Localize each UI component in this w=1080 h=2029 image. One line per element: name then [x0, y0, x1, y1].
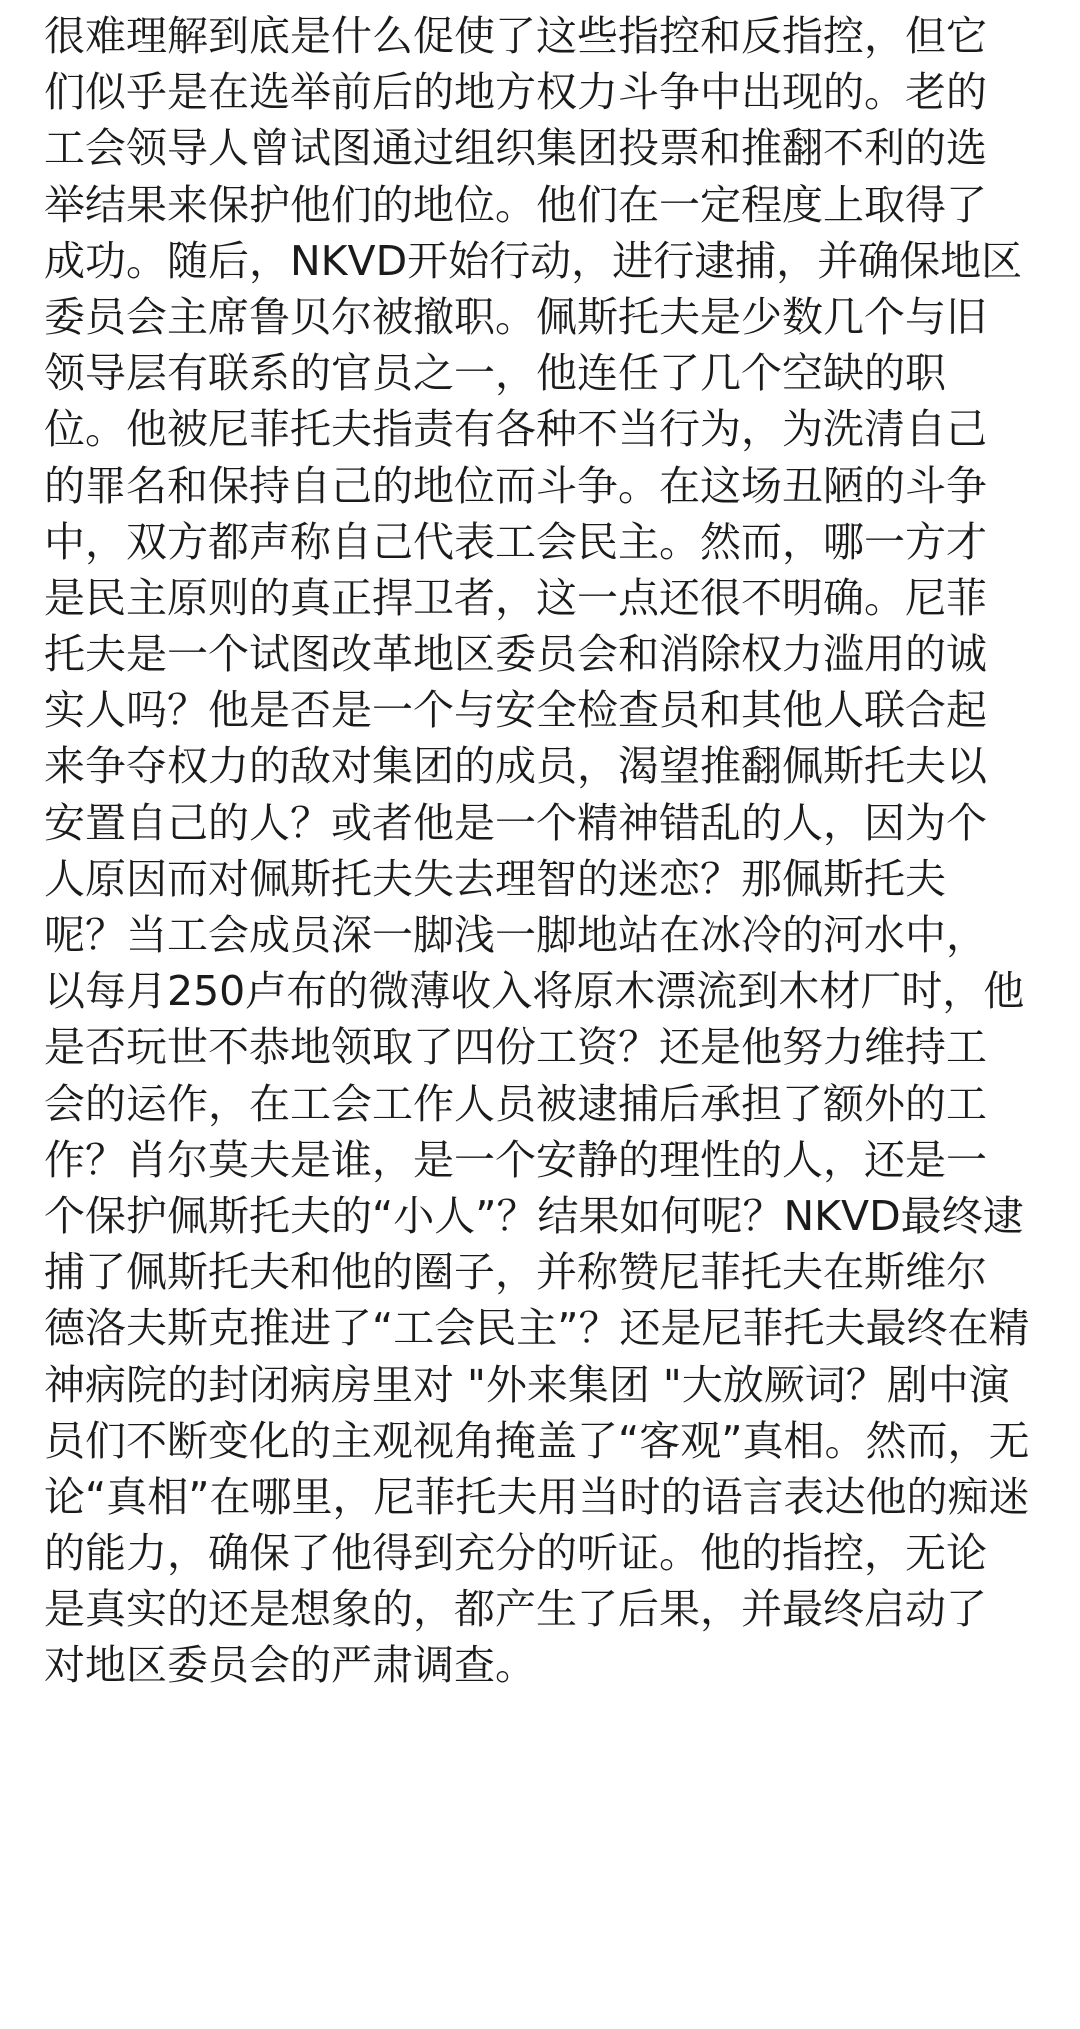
text-line: 是否玩世不恭地领取了四份工资？还是他努力维持工 [44, 1023, 987, 1072]
text-line: 托夫是一个试图改革地区委员会和消除权力滥用的诚 [44, 630, 987, 679]
text-line: 的能力，确保了他得到充分的听证。他的指控，无论 [44, 1529, 987, 1578]
text-line: 位。他被尼菲托夫指责有各种不当行为，为洗清自己 [44, 405, 987, 454]
text-line: 捕了佩斯托夫和他的圈子，并称赞尼菲托夫在斯维尔 [44, 1248, 987, 1297]
article-body [44, 0, 1054, 1694]
text-line: 领导层有联系的官员之一，他连任了几个空缺的职 [44, 349, 946, 398]
text-line: 对地区委员会的严肃调查。 [44, 1641, 536, 1690]
text-line: 员们不断变化的主观视角掩盖了“客观”真相。然而，无 [44, 1416, 1030, 1465]
text-line: 委员会主席鲁贝尔被撤职。佩斯托夫是少数几个与旧 [44, 292, 987, 341]
text-line: 人原因而对佩斯托夫失去理智的迷恋？那佩斯托夫 [44, 854, 946, 903]
text-line: 神病院的封闭病房里对 "外来集团 "大放厥词？剧中演 [44, 1360, 1010, 1409]
text-line: 工会领导人曾试图通过组织集团投票和推翻不利的选 [44, 124, 987, 173]
text-line: 是民主原则的真正捍卫者，这一点还很不明确。尼菲 [44, 573, 987, 622]
text-line: 论“真相”在哪里，尼菲托夫用当时的语言表达他的痴迷 [44, 1472, 1030, 1521]
text-line: 成功。随后，NKVD开始行动，进行逮捕，并确保地区 [44, 236, 1023, 285]
text-line: 个保护佩斯托夫的“小人”？结果如何呢？NKVD最终逮 [44, 1191, 1024, 1240]
text-line: 中，双方都声称自己代表工会民主。然而，哪一方才 [44, 517, 987, 566]
text-line: 呢？当工会成员深一脚浅一脚地站在冰冷的河水中， [44, 911, 987, 959]
text-line: 举结果来保护他们的地位。他们在一定程度上取得了 [44, 180, 987, 229]
text-line: 很难理解到底是什么促使了这些指控和反指控，但它 [44, 12, 987, 60]
text-line: 们似乎是在选举前后的地方权力斗争中出现的。老的 [44, 68, 987, 117]
text-line: 以每月250卢布的微薄收入将原木漂流到木材厂时，他 [44, 967, 1025, 1016]
text-line: 作？肖尔莫夫是谁，是一个安静的理性的人，还是一 [44, 1135, 987, 1184]
text-line: 来争夺权力的敌对集团的成员，渴望推翻佩斯托夫以 [44, 742, 987, 791]
text-line: 安置自己的人？或者他是一个精神错乱的人，因为个 [44, 798, 987, 847]
text-line: 是真实的还是想象的，都产生了后果，并最终启动了 [44, 1585, 987, 1634]
text-line: 的罪名和保持自己的地位而斗争。在这场丑陋的斗争 [44, 461, 987, 510]
text-line: 会的运作，在工会工作人员被逮捕后承担了额外的工 [44, 1079, 987, 1128]
text-line: 德洛夫斯克推进了“工会民主”？还是尼菲托夫最终在精 [44, 1304, 1030, 1353]
text-line: 实人吗？他是否是一个与安全检查员和其他人联合起 [44, 686, 987, 735]
